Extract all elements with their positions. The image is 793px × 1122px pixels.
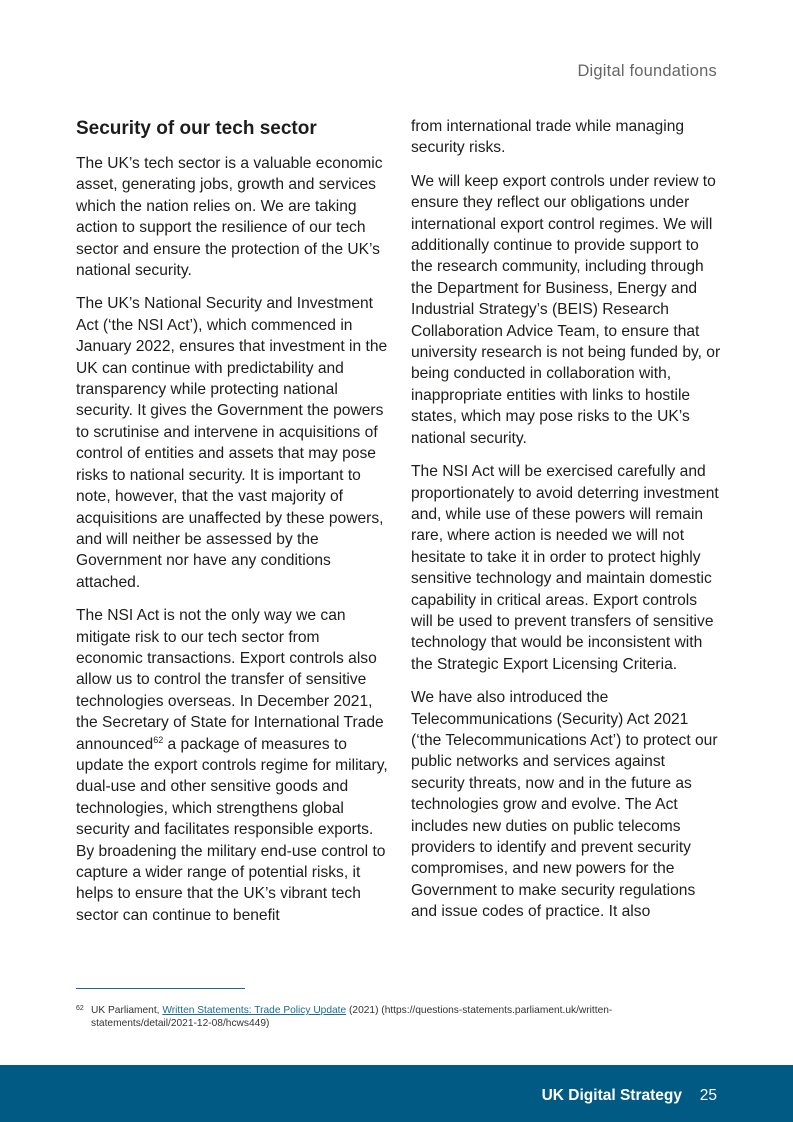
right-column [411,116,721,935]
paragraph: The UK’s tech sector is a valuable economic asset, generating jobs, growth and services which the nation relies on. We are taking action to support the resilience of our tech sector and ensure the protection of the UK’s national security. [76,155,383,280]
section-heading: Security of our tech sector [76,118,317,139]
footnote-divider [76,988,245,989]
paragraph: The UK’s National Security and Investment Act (‘the NSI Act’), which commenced in January 2022, ensures that investment in the UK can continue with predictability and transparency while protecting national security. It gives the Government the powers to scrutinise and intervene in acquisitions of control of entities and assets that may pose risks to national security. It is important to note, however, that the vast majority of acquisitions are unaffected by these powers, and will neither be assessed by the Government nor have any conditions attached. [76,295,388,591]
paragraph [76,605,388,926]
paragraph: The NSI Act will be exercised carefully and proportionately to avoid deterring investment and, while use of these powers will remain rare, where action is needed we will not hesitate to take it in order to protect highly sensitive technology and maintain domestic capability in critical areas. Export controls will be used to prevent transfers of sensitive technology that would be inconsistent with the Strategic Export Licensing Criteria. [411,463,719,673]
footnote [76,1004,716,1030]
footnote-number: 62 [76,1005,84,1012]
page-number: 25 [699,1087,717,1104]
footnote-link[interactable]: Written Statements: Trade Policy Update [162,1005,347,1016]
paragraph: We have also introduced the Telecommunications (Security) Act 2021 (‘the Telecommunications Act’) to protect our public networks and services against security threats, now and in the future as technologies grow and evolve. The Act includes new duties on public telecoms providers to identify and prevent security compromises, and new powers for the Government to make security regulations and issue codes of practice. It also [411,689,718,921]
footnote-prefix: UK Parliament, [91,1005,163,1016]
running-header: Digital foundations [577,62,717,80]
footer-document-title: UK Digital Strategy [541,1087,682,1104]
footnote-suffix: (2021) (https://questions-statements.parliament.uk/written-statements/detail/2021-12-08/hcws449) [91,1005,613,1029]
paragraph: We will keep export controls under review to ensure they reflect our obligations under international export control regimes. We will additionally continue to provide support to the research community, including through the Department for Business, Energy and Industrial Strategy’s (BEIS) Research Collaboration Advice Team, to ensure that university research is not being funded by, or being conducted in collaboration with, inappropriate entities with links to hostile states, which may pose risks to the UK’s national security. [411,172,721,447]
paragraph-text: a package of measures to update the export controls regime for military, dual-use and other sensitive goods and technologies, which strengthens global security and facilitates responsible exports. By broadening the military end-use control to capture a wider range of potential risks, it helps to ensure that the UK’s vibrant tech sector can continue to benefit [76,735,388,924]
left-column [76,116,388,938]
footnote-reference[interactable]: 62 [153,734,164,745]
paragraph: from international trade while managing security risks. [411,118,685,157]
paragraph-text: The NSI Act is not the only way we can mitigate risk to our tech sector from economic transactions. Export controls also allow us to control the transfer of sensitive technologies overseas. In December 2021, the Secretary of State for International Trade announced [76,607,384,753]
